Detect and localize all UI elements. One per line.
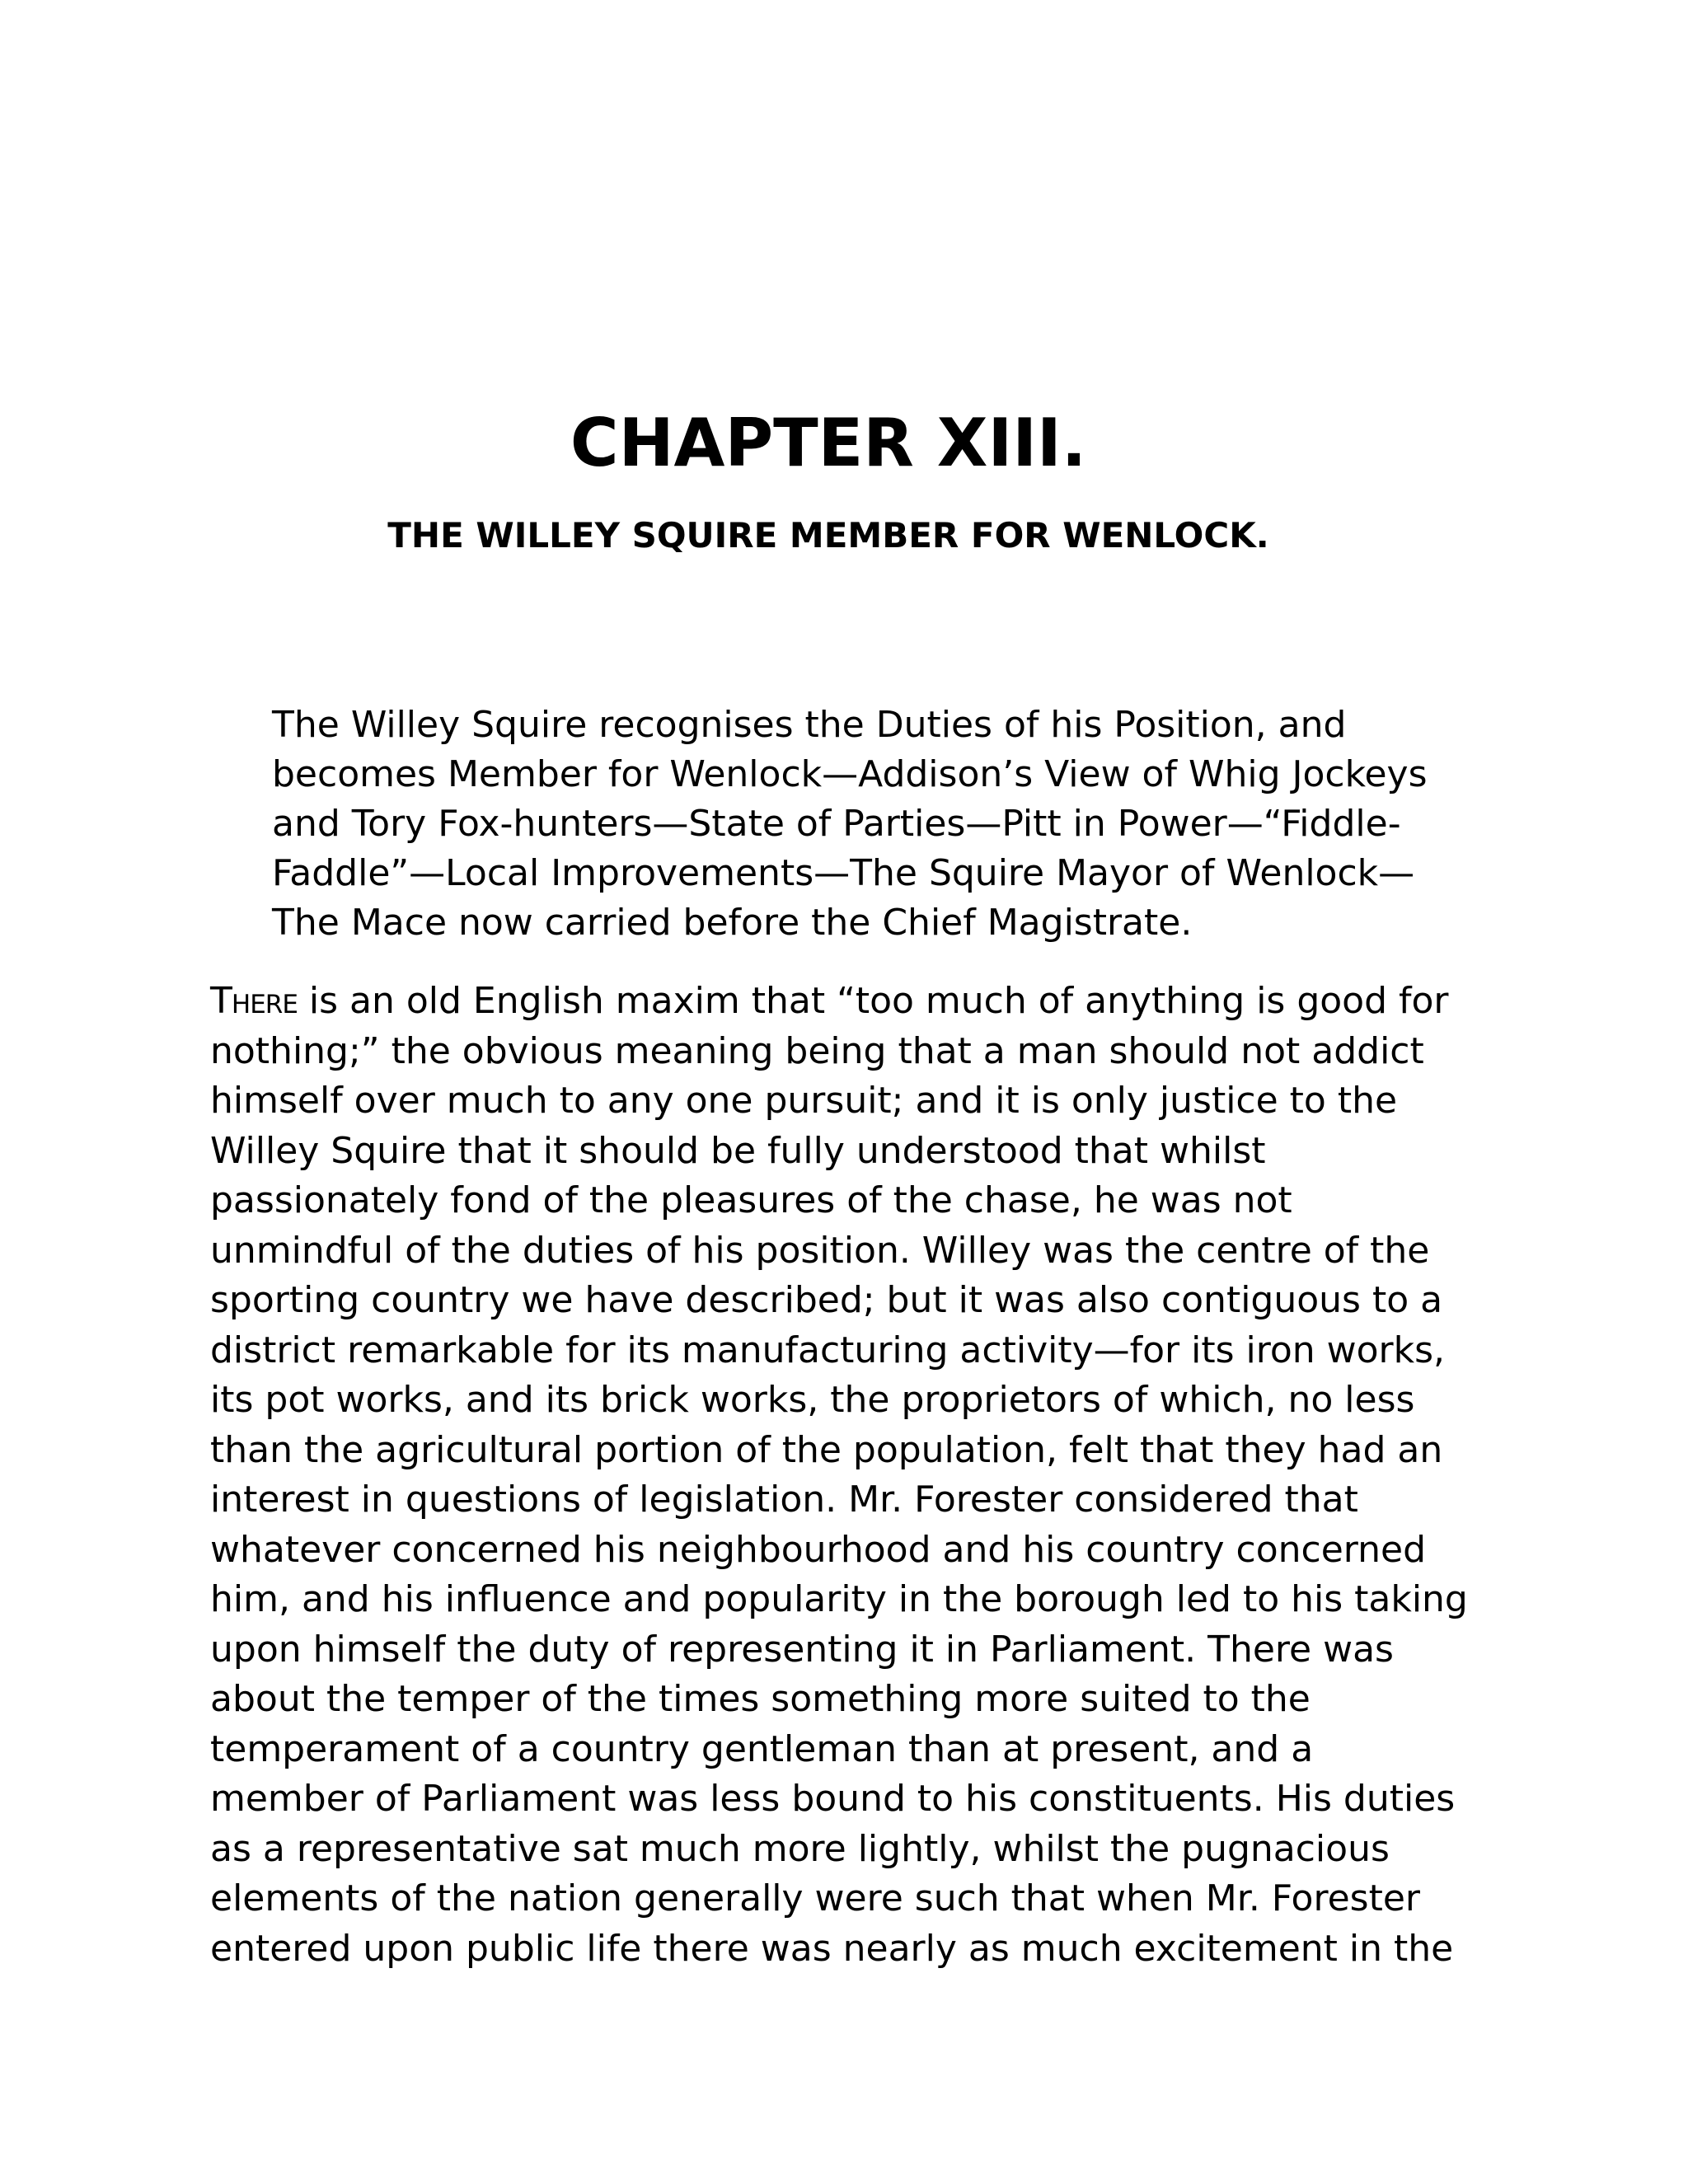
chapter-subtitle: THE WILLEY SQUIRE MEMBER FOR WENLOCK. — [387, 515, 1269, 555]
chapter-synopsis — [272, 701, 1451, 948]
body-line: district remarkable for its manufacturing activity—for its iron works, — [210, 1329, 1446, 1371]
body-line: passionately fond of the pleasures of the chase, he was not — [210, 1179, 1292, 1221]
chapter-title: CHAPTER XIII. — [570, 405, 1087, 481]
body-line: temperament of a country gentleman than at present, and a — [210, 1727, 1314, 1770]
body-line — [210, 977, 1496, 1027]
body-line: upon himself the duty of representing it in Parliament. There was — [210, 1628, 1394, 1671]
synopsis-line: Faddle”—Local Improvements—The Squire Mayor of Wenlock— — [272, 852, 1415, 894]
synopsis-line: becomes Member for Wenlock—Addison’s View of Whig Jockeys — [272, 753, 1428, 795]
drop-word: There — [210, 980, 298, 1022]
body-line: entered upon public life there was nearly as much excitement in the — [210, 1927, 1454, 1970]
synopsis-line: The Willey Squire recognises the Duties of his Position, and — [272, 704, 1347, 746]
body-line: himself over much to any one pursuit; and it is only justice to the — [210, 1080, 1398, 1122]
body-line: him, and his influence and popularity in the borough led to his taking — [210, 1578, 1468, 1620]
body-line: sporting country we have described; but it was also contiguous to a — [210, 1279, 1443, 1321]
body-line: about the temper of the times something more suited to the — [210, 1678, 1311, 1720]
body-line: interest in questions of legislation. Mr. Forester considered that — [210, 1479, 1358, 1521]
body-line-text: is an old English maxim that “too much of anything is good for — [297, 980, 1449, 1022]
body-line: whatever concerned his neighbourhood and his country concerned — [210, 1528, 1427, 1571]
body-line: its pot works, and its brick works, the proprietors of which, no less — [210, 1379, 1415, 1421]
synopsis-line: The Mace now carried before the Chief Magistrate. — [272, 902, 1193, 944]
body-paragraph — [210, 977, 1496, 1974]
synopsis-line: and Tory Fox-hunters—State of Parties—Pitt in Power—“Fiddle- — [272, 803, 1401, 845]
body-line: elements of the nation generally were such that when Mr. Forester — [210, 1877, 1420, 1919]
body-line: as a representative sat much more lightly, whilst the pugnacious — [210, 1827, 1390, 1870]
body-line: unmindful of the duties of his position. Willey was the centre of the — [210, 1229, 1430, 1272]
body-line: nothing;” the obvious meaning being that a man should not addict — [210, 1029, 1424, 1072]
body-line: member of Parliament was less bound to his constituents. His duties — [210, 1778, 1456, 1820]
body-line: than the agricultural portion of the population, felt that they had an — [210, 1428, 1443, 1471]
body-line: Willey Squire that it should be fully understood that whilst — [210, 1129, 1266, 1172]
